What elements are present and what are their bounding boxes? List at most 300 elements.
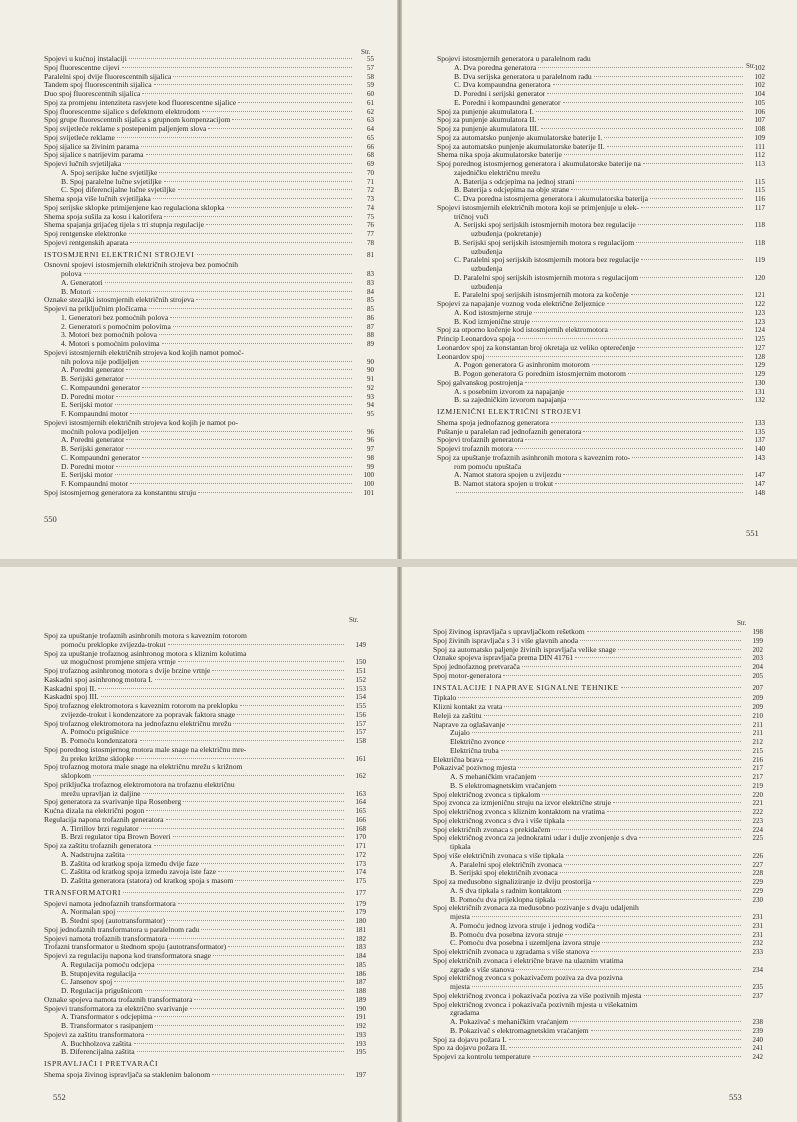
dot-leader [637, 347, 743, 348]
toc-entry [44, 737, 366, 746]
page-number: 551 [746, 528, 759, 538]
toc-entry [44, 125, 374, 134]
toc-entry [437, 379, 765, 388]
entry-page-number: 215 [752, 746, 763, 755]
dot-leader [93, 775, 344, 776]
dot-leader [142, 387, 352, 388]
entry-page-number: 231 [752, 921, 763, 930]
dot-leader [235, 880, 344, 881]
dot-leader [509, 1047, 741, 1048]
toc-entry [44, 1022, 366, 1031]
dot-leader [558, 899, 741, 900]
toc-entry [44, 445, 374, 454]
dot-leader [126, 369, 352, 370]
entry-page-number: 148 [754, 488, 765, 497]
entry-title: mrežu upravljan iz daljine [61, 789, 141, 798]
entry-page-number: 211 [752, 720, 763, 729]
toc-entry [437, 116, 765, 125]
entry-title: Spoj električnog zvonca s kliznim kontaktom na vratima [433, 808, 605, 816]
entry-page-number: 59 [367, 81, 374, 90]
toc-entry [437, 151, 765, 160]
entry-page-number: 60 [367, 90, 374, 98]
entry-title: A. Poredni generator [61, 366, 125, 375]
entry-title: Tandem spoj fluorescentnih sijalica [44, 81, 152, 90]
toc-entry [437, 318, 765, 327]
dot-leader [170, 317, 352, 318]
entry-title: Kaskadni spoj asinhronog motora I. [44, 675, 153, 684]
dot-leader [570, 1021, 741, 1022]
toc-entry [44, 755, 366, 764]
dot-leader [169, 938, 344, 939]
dot-leader [131, 731, 344, 732]
entry-title: Shema spoja više lučnih svjetiljaka [44, 195, 151, 203]
toc-entry [433, 1027, 763, 1036]
toc-entry [437, 274, 765, 283]
dot-leader [613, 802, 741, 803]
toc-entry [44, 798, 366, 807]
entry-title: A. Generatori [61, 278, 103, 287]
entry-page-number: 212 [752, 738, 763, 746]
dot-leader [141, 828, 344, 829]
entry-title: Spoj trofaznog elektromotora s kaveznim rotorom na preklopku [44, 702, 238, 710]
entry-title: C. Spoj diferencijalne lučne svjetiljke [61, 186, 176, 195]
toc-entry [433, 887, 763, 896]
toc-entry [44, 728, 366, 737]
toc-entry [437, 204, 765, 213]
entry-page-number: 85 [367, 305, 374, 313]
toc-entry [433, 654, 763, 663]
entry-page-number: 193 [355, 1030, 366, 1039]
entry-title: Spoj sijalice sa živinim parama [44, 142, 139, 151]
entry-page-number: 192 [355, 1022, 366, 1030]
entry-page-number: 239 [752, 1026, 763, 1035]
entry-page-number: 75 [367, 212, 374, 221]
dot-leader [146, 154, 352, 155]
entry-page-number: 158 [355, 737, 366, 745]
toc-entry [44, 961, 366, 970]
dot-leader [197, 254, 352, 255]
entry-page-number: 203 [752, 654, 763, 663]
entry-page-number: 107 [754, 116, 765, 125]
dot-leader [575, 657, 741, 658]
entry-title: Spoj električnog zvonca s dva i više tipkala [433, 816, 565, 825]
entry-title: Spoj porednog istosmjernog motora male snage na električnu mre- [44, 745, 247, 754]
toc-entry [433, 904, 763, 913]
page-553 [401, 566, 797, 1122]
entry-title: INSTALACIJE I NAPRAVE SIGNALNE TEHNIKE [433, 683, 619, 692]
toc-entry [437, 309, 765, 318]
dot-leader [183, 801, 344, 802]
dot-leader [567, 391, 744, 392]
dot-leader [134, 1043, 344, 1044]
entry-page-number: 226 [752, 851, 763, 860]
dot-leader [560, 872, 741, 873]
entry-title: Spoj živinih ispravljača s 3 i više glavnih anoda [433, 636, 579, 645]
entry-title: Spoj živinog ispravljača s upravljačkom rešetkom [433, 628, 585, 636]
toc-entry [433, 703, 763, 712]
toc-entry [437, 99, 765, 108]
entry-title: F. Kompaundni motor [61, 410, 129, 418]
entry-title: Spoj porednog istosmjernog generatora i akumulatorske baterije na [437, 160, 641, 168]
toc-entry [44, 877, 366, 886]
toc-entry [437, 344, 765, 353]
entry-title: Regulacija napona trofaznih generatora [44, 815, 164, 824]
dot-leader [607, 303, 743, 304]
toc-entry [44, 64, 374, 73]
entry-title: Spoj za zaštitu trofaznih generatora [44, 842, 152, 850]
entry-title: B. Serijski generator [61, 375, 124, 383]
entry-page-number: 90 [367, 366, 374, 375]
entry-page-number: 191 [355, 1013, 366, 1022]
entry-page-number: 111 [755, 142, 765, 151]
entry-title: Oznake stezaljki istosmjernih električnih strojeva [44, 296, 195, 305]
dot-leader [593, 881, 741, 882]
dot-leader [127, 854, 344, 855]
entry-title: Spoj za upuštanje trofaznih asinhronih motora s kaveznim roto- [437, 453, 631, 462]
entry-page-number: 240 [752, 1035, 763, 1044]
dot-leader [650, 198, 743, 199]
toc-entry [437, 454, 765, 463]
entry-title: A. Tirrillov brzi regulator [61, 824, 139, 833]
entry-page-number: 237 [752, 991, 763, 1000]
entry-page-number: 97 [367, 445, 374, 453]
entry-title: Klizni kontakt za vrata [433, 703, 503, 711]
entry-title: Spoj trofaznog elektromotora na jednofaznu električnu mrežu [44, 719, 232, 728]
entry-page-number: 209 [752, 703, 763, 711]
entry-page-number: 112 [754, 151, 765, 160]
entry-title: C. Dva kompaundna generatora [454, 81, 551, 90]
entry-page-number: 207 [752, 683, 763, 692]
entry-title: E. Serijski motor [61, 401, 113, 410]
entry-title: Pokazivač pozivnog mjesta [433, 764, 517, 773]
dot-leader [159, 172, 352, 173]
entry-title: Spoj električnog zvonca i pokazivača poziva za više pozivnih mjesta [433, 991, 642, 1000]
entry-page-number: 182 [355, 934, 366, 943]
toc-entry [437, 160, 765, 169]
toc-entry [433, 1018, 763, 1027]
entry-page-number: 124 [754, 326, 765, 335]
toc-entry [437, 436, 765, 445]
entry-page-number: 57 [367, 63, 374, 72]
dot-leader [218, 871, 344, 872]
entry-title: Spoj serijske sklopke primijenjene kao regulaciona sklopka [44, 203, 225, 212]
entry-page-number: 234 [752, 965, 763, 974]
entry-page-number: 100 [363, 480, 374, 488]
toc-entry [44, 711, 366, 720]
dot-leader [130, 413, 352, 414]
dot-leader [456, 492, 743, 493]
entry-title: mjesta [450, 913, 470, 921]
entry-title: Spojevi lučnih svjetiljaka [44, 160, 122, 168]
toc-list [437, 55, 765, 498]
entry-page-number: 128 [754, 352, 765, 361]
entry-title: E. Paralelni spoj serijskih istosmjernih motora za kočenje [454, 291, 629, 300]
toc-entry [44, 851, 366, 860]
toc-entry [437, 428, 765, 437]
entry-page-number: 177 [355, 888, 366, 897]
entry-title: Spojevi za zaštitu transformatora [44, 1030, 145, 1039]
dot-leader [117, 911, 344, 912]
entry-title: B. Pogon generatora G porednim istosmjernim motorom [454, 370, 626, 378]
dot-leader [238, 102, 352, 103]
toc-entry [44, 842, 366, 851]
dot-leader [122, 67, 353, 68]
toc-list [44, 55, 374, 498]
toc-entry [44, 917, 366, 926]
entry-title: Spoj za otporno kočenje kod istosmjernih elektromotora [437, 326, 608, 335]
dot-leader [638, 224, 743, 225]
page-551 [401, 0, 797, 560]
toc-entry [44, 978, 366, 987]
entry-page-number: 131 [754, 387, 765, 396]
dot-leader [472, 986, 741, 987]
toc-entry [437, 178, 765, 187]
entry-page-number: 242 [752, 1053, 763, 1061]
toc-entry [44, 1005, 366, 1014]
toc-entry [437, 55, 765, 64]
entry-page-number: 229 [752, 878, 763, 886]
dot-leader [201, 929, 344, 930]
toc-entry [44, 288, 374, 297]
entry-title: Paralelni spoj dvije fluorescentnih sijalica [44, 72, 172, 81]
entry-page-number: 170 [355, 833, 366, 842]
entry-title: D. Poredni motor [61, 392, 114, 401]
dot-leader [208, 128, 352, 129]
dot-leader [628, 373, 743, 374]
entry-page-number: 221 [752, 799, 763, 808]
entry-title: Kaskadni spoj II. [44, 684, 97, 693]
dot-leader [130, 483, 352, 484]
entry-page-number: 86 [367, 313, 374, 322]
toc-entry [437, 256, 765, 265]
entry-page-number: 120 [754, 273, 765, 282]
entry-page-number: 188 [355, 987, 366, 995]
toc-entry [44, 151, 374, 160]
dot-leader [116, 396, 352, 397]
entry-page-number: 165 [355, 807, 366, 815]
entry-title: B. Stupnjevita regulacija [61, 969, 137, 978]
entry-page-number: 150 [355, 658, 366, 667]
entry-title: B. Serijski spoj električnih zvonaca [450, 869, 558, 878]
entry-page-number: 238 [752, 1018, 763, 1026]
entry-title: A. Baterija s odcjepima na jednoj strani [454, 177, 575, 186]
dot-leader [196, 299, 352, 300]
entry-page-number: 171 [355, 842, 366, 850]
dot-leader [551, 422, 743, 423]
toc-entry [44, 667, 366, 676]
dot-leader [123, 163, 352, 164]
toc-entry [44, 323, 374, 332]
toc-entry [44, 996, 366, 1005]
entry-title: C. Kompaundni generator [61, 383, 141, 392]
dot-leader [116, 466, 352, 467]
entry-page-number: 92 [367, 383, 374, 392]
entry-page-number: 105 [754, 98, 765, 107]
entry-page-number: 189 [355, 995, 366, 1004]
entry-page-number: 157 [355, 728, 366, 737]
toc-entry [44, 471, 374, 480]
entry-page-number: 235 [752, 983, 763, 991]
toc-entry [437, 388, 765, 397]
toc-entry [433, 721, 763, 730]
entry-page-number: 195 [355, 1048, 366, 1057]
entry-title: Spojevi na priključnim pločicama [44, 305, 147, 313]
dot-leader [101, 696, 344, 697]
dot-leader [213, 955, 344, 956]
toc-entry [433, 869, 763, 878]
str-header: Str. [737, 619, 747, 627]
entry-page-number: 93 [367, 392, 374, 401]
entry-title: Spojevi transformatora za električno svarivanje [44, 1004, 188, 1013]
toc-entry [433, 694, 763, 703]
dot-leader [503, 675, 741, 676]
entry-title: A. Poredni generator [61, 436, 125, 445]
toc-entry [437, 125, 765, 134]
entry-title: B. Serijski spoj serijskih istosmjernih motora s regulacijom [454, 238, 635, 247]
dot-leader [212, 1074, 344, 1075]
toc-entry [433, 861, 763, 870]
entry-page-number: 183 [355, 943, 366, 952]
entry-title: 3. Motori bez pomoćnih polova [61, 331, 157, 340]
entry-title: Spoj istosmjernog generatora za konstantnu struju [44, 488, 197, 497]
toc-entry [433, 646, 763, 655]
entry-title: C. Jansenov spoj [61, 978, 113, 987]
toc-entry [433, 834, 763, 843]
dot-leader [538, 67, 743, 68]
entry-page-number: 190 [355, 1004, 366, 1013]
toc-section-heading [44, 889, 366, 898]
dot-leader [98, 688, 344, 689]
dot-leader [538, 776, 741, 777]
entry-page-number: 71 [367, 177, 374, 186]
dot-leader [472, 916, 741, 917]
entry-page-number: 161 [355, 754, 366, 763]
dot-leader [93, 291, 352, 292]
dot-leader [155, 679, 344, 680]
entry-page-number: 164 [355, 798, 366, 807]
dot-leader [591, 951, 741, 952]
entry-title: B. S elektromagnetskim vraćanjem [450, 781, 557, 790]
dot-leader [632, 457, 743, 458]
entry-title: D. Poredni motor [61, 462, 114, 471]
dot-leader [607, 811, 741, 812]
entry-title: B. Diferencijalna zaštita [61, 1048, 135, 1057]
dot-leader [576, 181, 743, 182]
entry-page-number: 219 [752, 781, 763, 790]
entry-page-number: 231 [752, 930, 763, 939]
book-gutter [397, 566, 402, 1122]
entry-page-number: 172 [355, 850, 366, 859]
dot-leader [641, 259, 743, 260]
toc-entry [433, 791, 763, 800]
dot-leader [587, 631, 741, 632]
entry-page-number: 198 [752, 628, 763, 636]
toc-entry [433, 738, 763, 747]
entry-title: B. Kod izmjenične struje [454, 317, 530, 326]
toc-entry [44, 943, 366, 952]
toc-entry [44, 55, 374, 64]
dot-leader [643, 163, 743, 164]
toc-entry [44, 270, 374, 279]
toc-entry [44, 693, 366, 702]
entry-title: Spo za dojavu požara II. [433, 1044, 508, 1053]
entry-title: B. Serijski generator [61, 445, 124, 453]
entry-title: zgrade s više stanova [450, 965, 515, 974]
dot-leader [564, 890, 741, 891]
entry-page-number: 118 [754, 238, 765, 247]
entry-title: B. Dva serijska generatora u paralelnom radu [454, 72, 592, 81]
toc-entry [433, 773, 763, 782]
dot-leader [636, 242, 743, 243]
entry-page-number: 224 [752, 825, 763, 834]
entry-title: Spoj više električnih zvonaca s više tipkala [433, 851, 564, 860]
entry-page-number: 98 [367, 453, 374, 462]
entry-page-number: 217 [752, 764, 763, 773]
toc-entry [433, 663, 763, 672]
dot-leader [240, 705, 344, 706]
dot-leader [194, 999, 344, 1000]
entry-page-number: 217 [752, 773, 763, 781]
entry-title: A. Paralelni spoj električnih zvonaca [450, 860, 562, 869]
entry-page-number: 187 [355, 978, 366, 987]
entry-title: E. Serijski motor [61, 471, 113, 480]
dot-leader [115, 474, 352, 475]
dot-leader [607, 146, 743, 147]
dot-leader [485, 759, 741, 760]
entry-page-number: 163 [355, 789, 366, 798]
entry-page-number: 130 [754, 378, 765, 387]
toc-entry [437, 300, 765, 309]
entry-page-number: 211 [752, 729, 763, 738]
toc-entry [437, 480, 765, 489]
entry-title: A. Normalan spoj [61, 908, 116, 917]
entry-page-number: 83 [367, 270, 374, 278]
entry-title: A. s posebnim izvorom za napajanje [454, 387, 565, 396]
entry-title: Spoj trofaznog asinhronog motora s dvije brzine vrtnje [44, 667, 211, 675]
entry-page-number: 89 [367, 340, 374, 348]
toc-entry [433, 939, 763, 948]
toc-entry [437, 73, 765, 82]
entry-page-number: 147 [754, 480, 765, 488]
toc-entry [44, 952, 366, 961]
toc-entry [437, 335, 765, 344]
entry-page-number: 102 [754, 63, 765, 72]
toc-entry [44, 935, 366, 944]
entry-title: tričnoj vuči [454, 212, 489, 221]
dot-leader [146, 1034, 344, 1035]
dot-leader [232, 119, 352, 120]
toc-entry [433, 983, 763, 992]
dot-leader [504, 706, 741, 707]
entry-title: Spoj zvonca za izmjeničnu struju na izvor električne struje [433, 799, 611, 808]
toc-entry [437, 169, 765, 178]
entry-page-number: 129 [754, 361, 765, 370]
entry-page-number: 64 [367, 125, 374, 133]
entry-page-number: 61 [367, 98, 374, 107]
toc-entry [44, 987, 366, 996]
entry-title: Spoj električnog zvonca i pokazivača pozivnih mjesta u višekatnim [433, 1000, 638, 1009]
entry-page-number: 216 [752, 755, 763, 764]
entry-page-number: 129 [754, 370, 765, 378]
dot-leader [631, 294, 743, 295]
toc-entry [437, 230, 765, 239]
entry-page-number: 90 [367, 357, 374, 366]
entry-page-number: 204 [752, 663, 763, 671]
entry-page-number: 78 [367, 238, 374, 247]
toc-entry [44, 1040, 366, 1049]
entry-page-number: 122 [754, 300, 765, 308]
entry-page-number: 113 [754, 160, 765, 168]
